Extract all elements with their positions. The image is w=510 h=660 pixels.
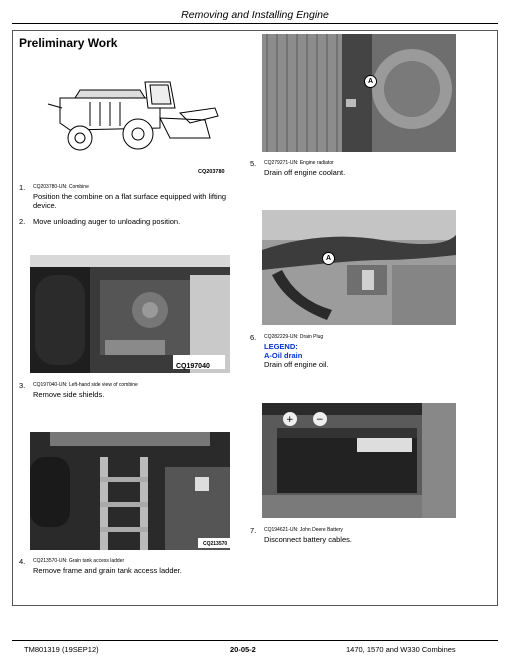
- combine-illustration: [30, 68, 230, 158]
- step-text: Position the combine on a flat surface equipped with lifting device.: [33, 192, 227, 210]
- drain-callout-a: A: [322, 252, 335, 265]
- figure-caption: CQ197040-UN: Left-hand side view of combine: [33, 382, 138, 388]
- legend-item: A-Oil drain: [264, 351, 303, 360]
- ladder-figure-ref: CQ213570: [203, 541, 228, 547]
- step-text: Disconnect battery cables.: [264, 535, 352, 544]
- svg-text:+: +: [286, 415, 294, 425]
- step-number: 7.: [250, 526, 257, 535]
- figure-caption: CQ203780-UN: Combine: [33, 184, 89, 190]
- svg-text:−: −: [316, 415, 324, 425]
- step-text: Remove side shields.: [33, 390, 105, 399]
- battery-photo: [262, 403, 456, 518]
- figure-caption: CQ194621-UN: John Deere Battery: [264, 527, 343, 533]
- step-number: 3.: [19, 381, 26, 390]
- side-view-figure-ref: CQ197040: [176, 363, 210, 370]
- step-text: Remove frame and grain tank access ladder.: [33, 566, 182, 575]
- footer-rule: [12, 640, 498, 641]
- drain-plug-photo: [262, 210, 456, 325]
- header-rule: [12, 23, 498, 24]
- step-number: 5.: [250, 159, 257, 168]
- side-view-photo: [30, 255, 230, 373]
- engine-radiator-photo: [262, 34, 456, 152]
- footer-page-number: 20-05-2: [230, 645, 256, 654]
- grain-tank-ladder-photo: [30, 432, 230, 550]
- radiator-callout-a: A: [364, 75, 377, 88]
- footer-doc-id: TM801319 (19SEP12): [24, 645, 99, 654]
- section-title: Preliminary Work: [19, 36, 118, 50]
- step-text: Drain off engine oil.: [264, 360, 329, 369]
- step-number: 4.: [19, 557, 26, 566]
- figure-caption: CQ213570-UN: Grain tank access ladder: [33, 558, 125, 564]
- combine-figure-ref: CQ203780: [198, 169, 225, 175]
- figure-caption: CQ279271-UN: Engine radiator: [264, 160, 334, 166]
- figure-caption: CQ282229-UN: Drain Plug: [264, 334, 324, 340]
- footer-model-list: 1470, 1570 and W330 Combines: [346, 645, 456, 654]
- step-number: 1.: [19, 183, 26, 192]
- legend-title: LEGEND:: [264, 342, 298, 351]
- page-header-title: Removing and Installing Engine: [181, 9, 329, 21]
- step-number: 6.: [250, 333, 257, 342]
- step-text: Move unloading auger to unloading position.: [33, 217, 181, 226]
- step-number: 2.: [19, 217, 26, 226]
- step-text: Drain off engine coolant.: [264, 168, 346, 177]
